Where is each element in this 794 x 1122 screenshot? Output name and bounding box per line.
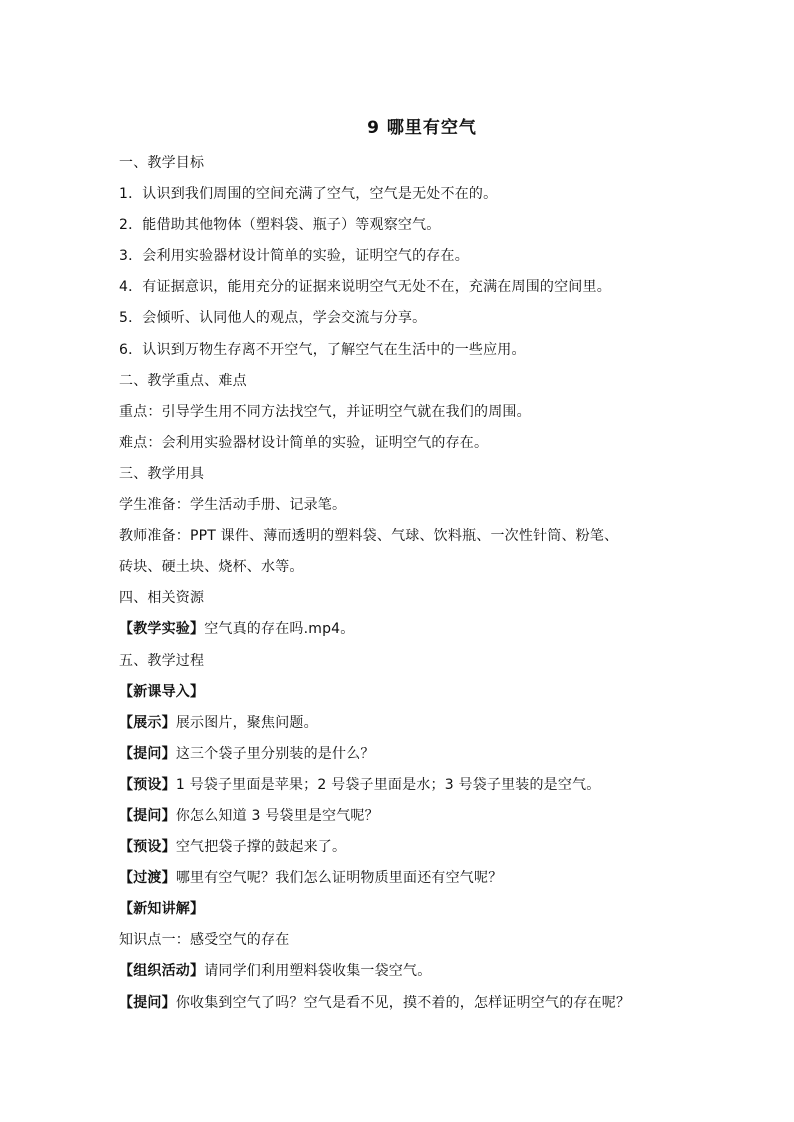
text-line (119, 677, 699, 708)
text-line (119, 366, 699, 397)
section-tag: 【预设】 (119, 839, 176, 856)
line-text: 你收集到空气了吗？空气是看不见，摸不着的，怎样证明空气的存在呢？ (175, 994, 631, 1011)
text-line (119, 397, 699, 428)
document-page (119, 108, 699, 1019)
line-text: 3．会利用实验器材设计简单的实验，证明空气的存在。 (119, 248, 469, 265)
line-text: 学生准备：学生活动手册、记录笔。 (119, 497, 347, 514)
text-line (119, 490, 699, 521)
document-title: 9 哪里有空气 (367, 118, 477, 138)
line-text: 5．会倾听、认同他人的观点，学会交流与分享。 (119, 310, 427, 327)
text-line (119, 925, 699, 956)
text-line (119, 552, 699, 583)
text-line (119, 241, 699, 272)
line-text: 四、相关资源 (119, 590, 205, 607)
text-line (119, 708, 699, 739)
line-text: 难点：会利用实验器材设计简单的实验，证明空气的存在。 (119, 434, 489, 451)
section-tag: 【提问】 (119, 994, 176, 1011)
text-line (119, 210, 699, 241)
text-line (119, 148, 699, 179)
text-line (119, 521, 699, 552)
text-line (119, 988, 699, 1019)
line-text: 空气把袋子撑的鼓起来了。 (175, 839, 347, 856)
text-line (119, 646, 699, 677)
section-tag: 【新知讲解】 (119, 901, 205, 918)
text-line (119, 832, 699, 863)
text-line (119, 428, 699, 459)
line-text: 这三个袋子里分别装的是什么？ (175, 745, 375, 762)
line-text: 6．认识到万物生存离不开空气，了解空气在生活中的一些应用。 (119, 341, 526, 358)
line-text: 4．有证据意识，能用充分的证据来说明空气无处不在，充满在周围的空间里。 (119, 279, 611, 296)
section-tag: 【展示】 (119, 714, 176, 731)
text-line (119, 739, 699, 770)
line-text: 教师准备：PPT 课件、薄而透明的塑料袋、气球、饮料瓶、一次性针筒、粉笔、 (119, 528, 619, 545)
text-line (119, 583, 699, 614)
line-text: 2．能借助其他物体（塑料袋、瓶子）等观察空气。 (119, 217, 441, 234)
text-line (119, 770, 699, 801)
line-text: 五、教学过程 (119, 652, 205, 669)
section-tag: 【新课导入】 (119, 683, 205, 700)
section-tag: 【提问】 (119, 807, 176, 824)
line-text: 二、教学重点、难点 (119, 372, 247, 389)
section-tag: 【组织活动】 (119, 963, 205, 980)
section-tag: 【过渡】 (119, 870, 176, 887)
line-text: 砖块、硬土块、烧杯、水等。 (119, 559, 304, 576)
text-line (119, 801, 699, 832)
line-text: 1．认识到我们周围的空间充满了空气，空气是无处不在的。 (119, 186, 498, 203)
line-text: 展示图片，聚焦问题。 (175, 714, 318, 731)
section-tag: 【提问】 (119, 745, 176, 762)
line-text: 一、教学目标 (119, 155, 205, 171)
document-body (119, 148, 699, 1019)
text-line (119, 956, 699, 987)
text-line (119, 863, 699, 894)
section-tag: 【教学实验】 (119, 621, 205, 638)
text-line (119, 894, 699, 925)
line-text: 三、教学用具 (119, 465, 205, 482)
line-text: 哪里有空气呢？我们怎么证明物质里面还有空气呢？ (175, 870, 503, 887)
line-text: 知识点一：感受空气的存在 (119, 932, 290, 949)
line-text: 1 号袋子里面是苹果；2 号袋子里面是水；3 号袋子里装的是空气。 (175, 776, 601, 793)
text-line (119, 614, 699, 645)
text-line (119, 272, 699, 303)
text-line (119, 303, 699, 334)
line-text: 空气真的存在吗.mp4。 (204, 621, 355, 638)
text-line (119, 335, 699, 366)
line-text: 请同学们利用塑料袋收集一袋空气。 (204, 963, 432, 980)
text-line (119, 179, 699, 210)
text-line (119, 459, 699, 490)
line-text: 重点：引导学生用不同方法找空气，并证明空气就在我们的周围。 (119, 403, 531, 420)
line-text: 你怎么知道 3 号袋里是空气呢？ (175, 807, 379, 824)
section-tag: 【预设】 (119, 776, 176, 793)
